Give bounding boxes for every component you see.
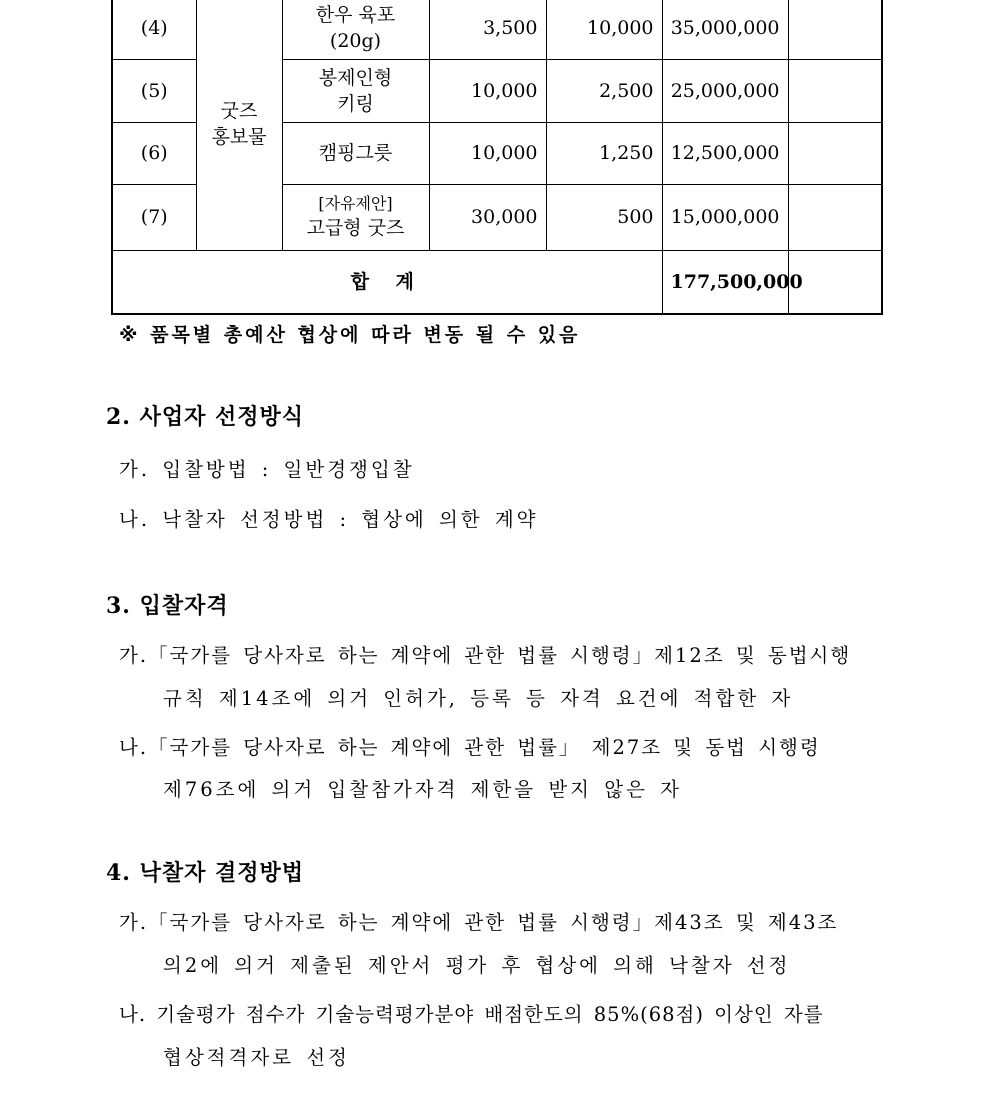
item-quantity: 3,500 [429, 0, 546, 59]
budget-table-container [111, 0, 881, 315]
category-label: 굿즈 홍보물 [211, 99, 267, 148]
row-number: (7) [112, 184, 196, 250]
item-unit-price: 500 [546, 184, 662, 250]
item-name-cell [282, 184, 429, 250]
budget-note: ※ 품목별 총예산 협상에 따라 변동 될 수 있음 [119, 324, 581, 346]
table-row [112, 0, 882, 59]
item-amount: 25,000,000 [662, 59, 788, 122]
row-number: (5) [112, 59, 196, 122]
total-label-cell [112, 250, 662, 314]
item-amount: 15,000,000 [662, 184, 788, 250]
total-row [112, 250, 882, 314]
item-name-tag: [자유제안] [318, 194, 393, 213]
item-amount: 35,000,000 [662, 0, 788, 59]
section-4-item-a-line1: 가.「국가를 당사자로 하는 계약에 관한 법률 시행령」제43조 및 제43조 [119, 911, 839, 934]
row-number: (4) [112, 0, 196, 59]
section-3-item-b-line1: 나.「국가를 당사자로 하는 계약에 관한 법률」 제27조 및 동법 시행령 [119, 736, 821, 759]
item-note [788, 122, 882, 184]
item-name: 캠핑그릇 [282, 122, 429, 184]
item-name: 고급형 굿즈 [306, 217, 405, 239]
section-4-item-b-line1: 나. 기술평가 점수가 기술능력평가분야 배점한도의 85%(68점) 이상인 자를 [119, 1003, 824, 1026]
section-4-item-a-line2: 의2에 의거 제출된 제안서 평가 후 협상에 의해 낙찰자 선정 [163, 954, 791, 977]
item-quantity: 10,000 [429, 122, 546, 184]
item-note [788, 184, 882, 250]
section-4-item-b-line2: 협상적격자로 선정 [163, 1046, 350, 1069]
section-2-item-a: 가. 입찰방법 : 일반경쟁입찰 [119, 458, 415, 481]
item-note [788, 0, 882, 59]
budget-table [111, 0, 883, 315]
section-4-heading: 4. 낙찰자 결정방법 [106, 860, 305, 886]
section-2-heading: 2. 사업자 선정방식 [106, 404, 305, 430]
item-quantity: 30,000 [429, 184, 546, 250]
category-cell [196, 0, 282, 250]
section-3-item-a-line1: 가.「국가를 당사자로 하는 계약에 관한 법률 시행령」제12조 및 동법시행 [119, 644, 852, 667]
item-unit-price: 10,000 [546, 0, 662, 59]
total-label: 합 계 [350, 270, 424, 293]
section-3-item-b-line2: 제76조에 의거 입찰참가자격 제한을 받지 않은 자 [163, 778, 682, 801]
row-number: (6) [112, 122, 196, 184]
item-note [788, 59, 882, 122]
section-3-item-a-line2: 규칙 제14조에 의거 인허가, 등록 등 자격 요건에 적합한 자 [163, 687, 794, 710]
item-quantity: 10,000 [429, 59, 546, 122]
item-unit-price: 1,250 [546, 122, 662, 184]
section-2-item-b: 나. 낙찰자 선정방법 : 협상에 의한 계약 [119, 508, 539, 531]
item-name: 한우 육포 (20g) [282, 0, 429, 59]
total-amount: 177,500,000 [662, 250, 788, 314]
item-name: 봉제인형 키링 [282, 59, 429, 122]
section-3-heading: 3. 입찰자격 [106, 593, 229, 619]
item-unit-price: 2,500 [546, 59, 662, 122]
item-amount: 12,500,000 [662, 122, 788, 184]
